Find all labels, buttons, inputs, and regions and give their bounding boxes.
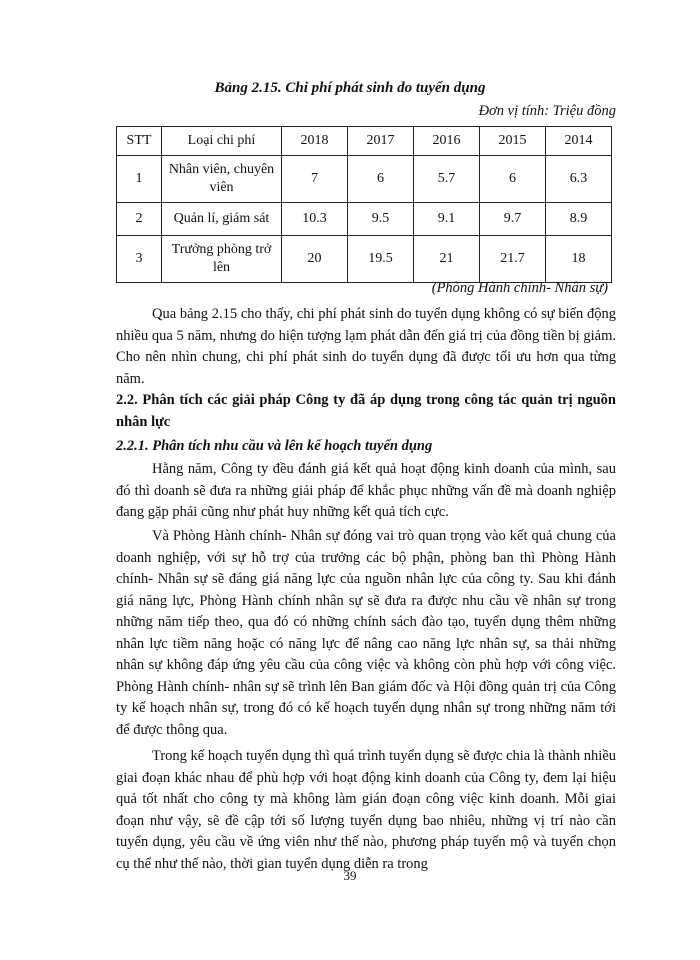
table-row: [117, 203, 612, 236]
table-row: [117, 236, 612, 283]
header-cell: 2014: [546, 127, 612, 156]
paragraph: Hằng năm, Công ty đều đánh giá kết quả hoạt động kinh doanh của mình, sau đó thì doanh sẽ đưa ra những giải pháp để khắc phục những vấn đề mà doanh nghiệp đang gặp phải cũng như phát huy những kết quả tích cực.: [116, 461, 616, 520]
table-cell: 2: [117, 203, 162, 236]
table-cell: 6: [480, 156, 546, 203]
table-cell: 3: [117, 236, 162, 283]
table-cell: 8.9: [546, 203, 612, 236]
table-cell: Quản lí, giám sát: [162, 203, 282, 236]
table-cell: 21: [414, 236, 480, 283]
table-caption: Bảng 2.15. Chi phí phát sinh do tuyển dụng: [214, 80, 486, 96]
paragraph: Và Phòng Hành chính- Nhân sự đóng vai trò quan trọng vào kết quả chung của doanh nghiệp, với sự hỗ trợ của trưởng các bộ phận, phòng ban thì Phòng Hành chính- Nhân sự sẽ đáng giá năng lực của nguồn nhân lực của công ty. Sau khi đánh giá năng lực, Phòng Hành chính nhân sự sẽ đưa ra được nhu cầu về nhân sự trong những năm tiếp theo, qua đó có những chính sách đào tạo, tuyển dụng thêm những nhân lực tiềm năng hoặc có năng lực để nâng cao năng lực nhân sự, sa thải những nhân sự không đáp ứng yêu cầu của công việc và không còn phù hợp với công việc. Phòng Hành chính- nhân sự sẽ trình lên Ban giám đốc và Hội đồng quản trị của Công ty kế hoạch nhân sự, trong đó có kế hoạch tuyển dụng nhân sự trong những năm tới để được thông qua.: [116, 528, 616, 738]
table-cell: 5.7: [414, 156, 480, 203]
table-cell: Nhân viên, chuyên viên: [162, 156, 282, 203]
table-cell: 9.1: [414, 203, 480, 236]
table-cell: 21.7: [480, 236, 546, 283]
table-cell: 9.5: [348, 203, 414, 236]
table-cell: 19.5: [348, 236, 414, 283]
table-cell: 20: [282, 236, 348, 283]
table-cell: 1: [117, 156, 162, 203]
table-cell: Trưởng phòng trở lên: [162, 236, 282, 283]
table-cell: 6.3: [546, 156, 612, 203]
header-cell: STT: [117, 127, 162, 156]
source-note: (Phòng Hành chính- Nhân sự): [431, 280, 608, 296]
table-cell: 9.7: [480, 203, 546, 236]
section-heading: 2.2. Phân tích các giải pháp Công ty đã áp dụng trong công tác quản trị nguồn nhân lực: [116, 392, 616, 430]
table-cell: 10.3: [282, 203, 348, 236]
table-cell: 7: [282, 156, 348, 203]
subsection-heading: 2.2.1. Phân tích nhu cầu và lên kế hoạch tuyển dụng: [116, 438, 433, 454]
table-cell: 18: [546, 236, 612, 283]
paragraph: Trong kế hoạch tuyển dụng thì quá trình tuyển dụng sẽ được chia là thành nhiều giai đoạn khác nhau để phù hợp với hoạt động kinh doanh của Công ty, đem lại hiệu quả tốt nhất cho công ty mà không làm gián đoạn công việc kinh doanh. Mỗi giai đoạn như vậy, sẽ đề cập tới số lượng tuyển dụng bao nhiêu, những vị trí nào cần tuyển dụng, yêu cầu về ứng viên như thế nào, phương pháp tuyển mộ và tuyển chọn cụ thể như thế nào, thời gian tuyển dụng diễn ra trong: [116, 748, 616, 872]
header-cell: Loại chi phí: [162, 127, 282, 156]
table-row: [117, 156, 612, 203]
header-cell: 2016: [414, 127, 480, 156]
header-cell: 2018: [282, 127, 348, 156]
table-header-row: [117, 127, 612, 156]
unit-note: Đơn vị tính: Triệu đồng: [478, 103, 616, 119]
paragraph: Qua bảng 2.15 cho thấy, chi phí phát sinh do tuyển dụng không có sự biến động nhiều qua 5 năm, nhưng do hiện tượng lạm phát dẫn đến giá trị của đồng tiền bị giảm. Cho nên nhìn chung, chi phí phát sinh do tuyển dụng đã được tối ưu hơn qua từng năm.: [116, 306, 616, 387]
header-cell: 2017: [348, 127, 414, 156]
table-cell: 6: [348, 156, 414, 203]
page-number: 39: [343, 868, 357, 883]
header-cell: 2015: [480, 127, 546, 156]
cost-table: [116, 126, 612, 283]
